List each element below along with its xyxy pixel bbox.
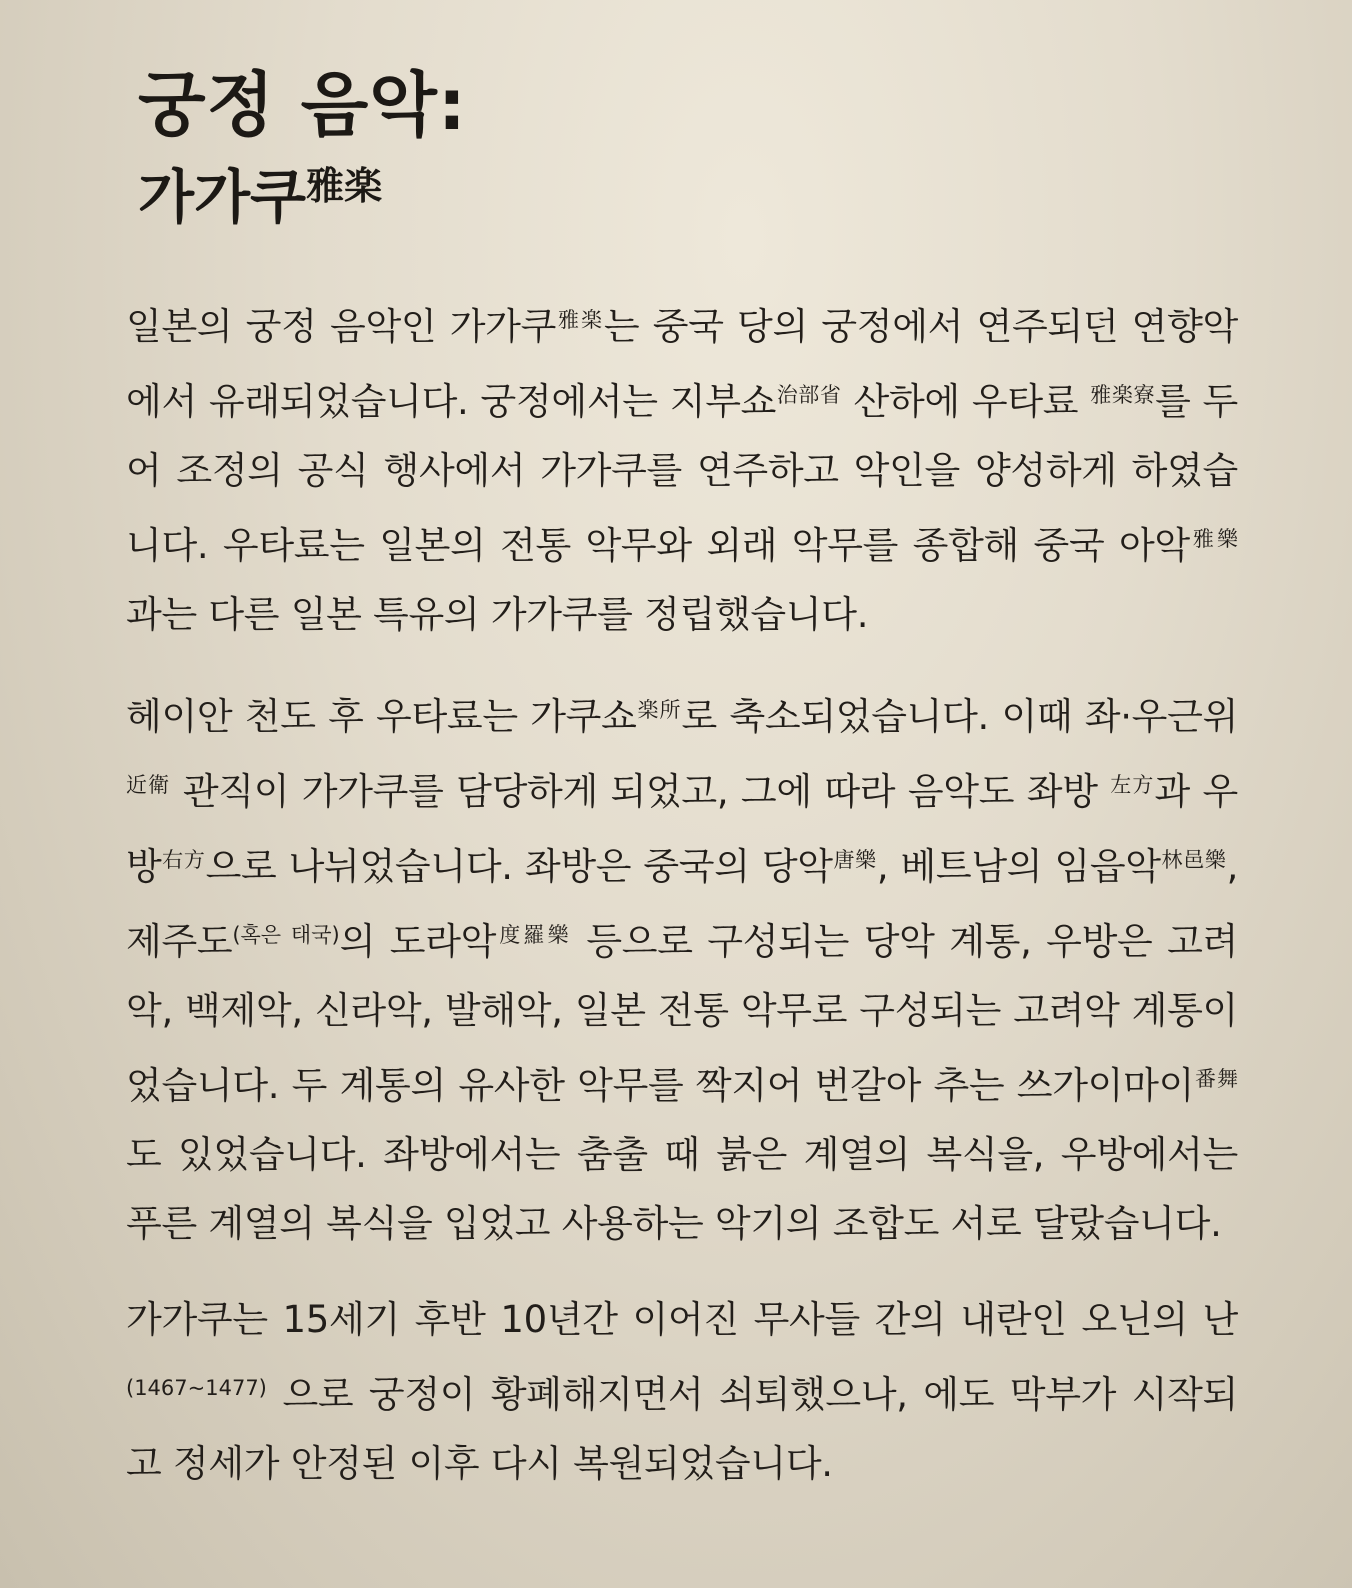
text-segment: 를 두어 조정의 공식 행사에서 가가쿠를 연주하고 악인을 양성하게 하였습니다. 우타료는 일본의 전통 악무와 외래 악무를 종합해 중국 아악 <box>126 380 1238 567</box>
subtitle-korean: 가가쿠 <box>138 163 307 231</box>
hanja-annotation: 番舞 <box>1194 1067 1238 1091</box>
text-segment: 으로 나뉘었습니다. 좌방은 중국의 당악 <box>205 845 833 888</box>
text-segment: , 베트남의 임읍악 <box>876 845 1161 888</box>
text-segment: 등으로 구성되는 당악 계통, 우방은 고려악, 백제악, 신라악, 발해악, 일본 전통 악무로 구성되는 고려악 계통이었습니다. 두 계통의 유사한 악무를 짝지어 번갈아 추는 쓰가이마이 <box>126 920 1238 1107</box>
paragraph-3 <box>126 1285 1238 1498</box>
text-segment: 로 축소되었습니다. 이때 좌·우근위 <box>681 695 1239 738</box>
heading-block <box>138 62 467 235</box>
text-segment: 는 중국 당의 궁정에서 연주되던 연향악에서 유래되었습니다. 궁정에서는 지부쇼 <box>126 305 1238 423</box>
hanja-annotation: 雅楽寮 <box>1090 383 1156 407</box>
text-segment: 관직이 가가쿠를 담당하게 되었고, 그에 따라 음악도 좌방 <box>170 770 1111 813</box>
hanja-annotation: 左方 <box>1110 773 1155 797</box>
text-segment: , 제주도 <box>126 845 1239 963</box>
text-segment: 과는 다른 일본 특유의 가가쿠를 정립했습니다. <box>126 593 869 636</box>
text-segment: 가가쿠는 15세기 후반 10년간 이어진 무사들 간의 내란인 오닌의 난 <box>126 1298 1238 1341</box>
text-segment: 일본의 궁정 음악인 가가쿠 <box>126 305 557 348</box>
paragraph-1 <box>126 286 1238 649</box>
hanja-annotation: 治部省 <box>776 383 842 407</box>
page-title: 궁정 음악: <box>138 64 467 146</box>
paragraph-2 <box>126 676 1238 1258</box>
hanja-annotation: (혹은 태국) <box>232 923 340 947</box>
hanja-annotation: 唐樂 <box>832 848 877 872</box>
date-annotation: (1467~1477) <box>126 1376 267 1400</box>
hanja-annotation: 度羅樂 <box>496 923 572 947</box>
text-segment: 헤이안 천도 후 우타료는 가쿠쇼 <box>126 695 637 738</box>
page-subtitle <box>138 148 467 235</box>
text-segment: 의 도라악 <box>339 920 497 963</box>
subtitle-hanja: 雅楽 <box>306 164 383 208</box>
hanja-annotation: 雅楽 <box>556 308 604 332</box>
body-text <box>126 286 1238 1498</box>
hanja-annotation: 近衛 <box>126 773 171 797</box>
text-segment: 으로 궁정이 황폐해지면서 쇠퇴했으나, 에도 막부가 시작되고 정세가 안정된 이후 다시 복원되었습니다. <box>126 1373 1238 1485</box>
hanja-annotation: 林邑樂 <box>1160 848 1227 872</box>
hanja-annotation: 雅樂 <box>1189 527 1239 551</box>
hanja-annotation: 右方 <box>161 848 206 872</box>
text-segment: 도 있었습니다. 좌방에서는 춤출 때 붉은 계열의 복식을, 우방에서는 푸른 계열의 복식을 입었고 사용하는 악기의 조합도 서로 달랐습니다. <box>126 1133 1238 1245</box>
hanja-annotation: 楽所 <box>636 698 682 722</box>
text-segment: 과 우방 <box>126 770 1238 888</box>
text-segment: 산하에 우타료 <box>841 380 1091 423</box>
